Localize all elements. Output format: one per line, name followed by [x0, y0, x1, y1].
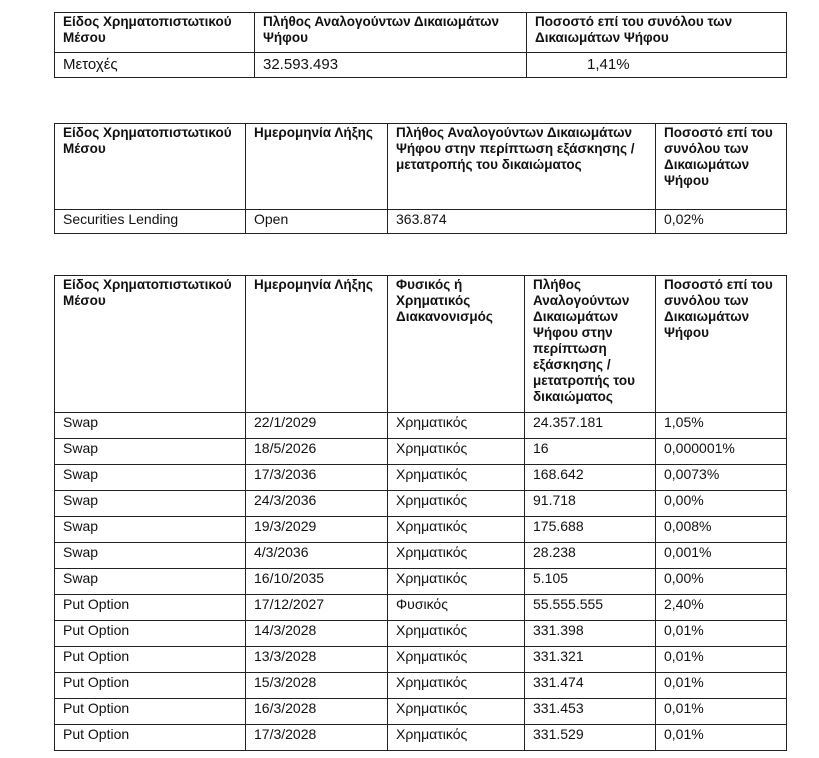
header-voting-rights-count: Πλήθος Αναλογούντων Δικαιωμάτων Ψήφου στην περίπτωση εξάσκησης / μετατροπής του δικαιώματος: [525, 276, 656, 413]
cell-voting-rights-percent: 0,00%: [656, 491, 787, 517]
header-expiry-date: Ημερομηνία Λήξης: [246, 124, 388, 210]
cell-voting-rights-percent: 1,05%: [656, 413, 787, 439]
cell-voting-rights-count: 55.555.555: [525, 595, 656, 621]
table-row: [55, 543, 787, 569]
table-row: [55, 465, 787, 491]
cell-voting-rights-percent: 0,01%: [656, 699, 787, 725]
securities-lending-table: [54, 123, 787, 234]
table-row: [55, 595, 787, 621]
table-row: [55, 673, 787, 699]
cell-settlement-type: Χρηματικός: [388, 647, 525, 673]
cell-voting-rights-percent: 0,0073%: [656, 465, 787, 491]
cell-expiry-date: 14/3/2028: [246, 621, 388, 647]
table-row: [55, 413, 787, 439]
cell-settlement-type: Χρηματικός: [388, 725, 525, 751]
cell-instrument-type: Swap: [55, 439, 246, 465]
cell-voting-rights-percent: 2,40%: [656, 595, 787, 621]
table-row: [55, 569, 787, 595]
cell-voting-rights-percent: 0,01%: [656, 673, 787, 699]
cell-instrument-type: Swap: [55, 543, 246, 569]
cell-settlement-type: Χρηματικός: [388, 699, 525, 725]
cell-expiry-date: 24/3/2036: [246, 491, 388, 517]
cell-expiry-date: 15/3/2028: [246, 673, 388, 699]
cell-voting-rights-percent: 0,008%: [656, 517, 787, 543]
cell-instrument-type: Put Option: [55, 699, 246, 725]
table-row: [55, 517, 787, 543]
header-voting-rights-count: Πλήθος Αναλογούντων Δικαιωμάτων Ψήφου στην περίπτωση εξάσκησης / μετατροπής του δικαιώματος: [388, 124, 656, 210]
cell-instrument-type: Swap: [55, 413, 246, 439]
table-row: [55, 491, 787, 517]
cell-instrument-type: Put Option: [55, 725, 246, 751]
derivatives-table: [54, 275, 787, 751]
cell-voting-rights-percent: 1,41%: [527, 53, 787, 78]
header-voting-rights-percent: Ποσοστό επί του συνόλου των Δικαιωμάτων Ψήφου: [656, 124, 787, 210]
header-voting-rights-percent: Ποσοστό επί του συνόλου των Δικαιωμάτων Ψήφου: [656, 276, 787, 413]
cell-voting-rights-count: 91.718: [525, 491, 656, 517]
table-row: [55, 725, 787, 751]
cell-settlement-type: Φυσικός: [388, 595, 525, 621]
header-voting-rights-count: Πλήθος Αναλογούντων Δικαιωμάτων Ψήφου: [255, 13, 527, 53]
table-row: [55, 439, 787, 465]
cell-instrument-type: Swap: [55, 465, 246, 491]
cell-voting-rights-percent: 0,00%: [656, 569, 787, 595]
cell-settlement-type: Χρηματικός: [388, 491, 525, 517]
cell-expiry-date: 4/3/2036: [246, 543, 388, 569]
cell-expiry-date: 13/3/2028: [246, 647, 388, 673]
cell-voting-rights-count: 331.529: [525, 725, 656, 751]
cell-voting-rights-percent: 0,000001%: [656, 439, 787, 465]
cell-voting-rights-count: 24.357.181: [525, 413, 656, 439]
cell-instrument-type: Put Option: [55, 673, 246, 699]
cell-instrument-type: Securities Lending: [55, 210, 246, 234]
cell-instrument-type: Swap: [55, 517, 246, 543]
cell-expiry-date: 16/3/2028: [246, 699, 388, 725]
table-row: [55, 647, 787, 673]
header-settlement-type: Φυσικός ή Χρηματικός Διακανονισμός: [388, 276, 525, 413]
cell-instrument-type: Swap: [55, 491, 246, 517]
cell-settlement-type: Χρηματικός: [388, 569, 525, 595]
cell-settlement-type: Χρηματικός: [388, 543, 525, 569]
derivatives-table-body: [55, 413, 787, 751]
cell-voting-rights-count: 5.105: [525, 569, 656, 595]
cell-instrument-type: Put Option: [55, 595, 246, 621]
cell-expiry-date: 16/10/2035: [246, 569, 388, 595]
cell-expiry-date: 19/3/2029: [246, 517, 388, 543]
cell-voting-rights-count: 363.874: [388, 210, 656, 234]
header-row: [55, 124, 787, 210]
shares-table: [54, 12, 787, 78]
cell-voting-rights-count: 28.238: [525, 543, 656, 569]
header-row: [55, 276, 787, 413]
cell-voting-rights-percent: 0,001%: [656, 543, 787, 569]
cell-instrument-type: Swap: [55, 569, 246, 595]
cell-voting-rights-percent: 0,02%: [656, 210, 787, 234]
cell-voting-rights-count: 16: [525, 439, 656, 465]
header-expiry-date: Ημερομηνία Λήξης: [246, 276, 388, 413]
cell-instrument-type: Μετοχές: [55, 53, 255, 78]
cell-voting-rights-count: 331.398: [525, 621, 656, 647]
cell-expiry-date: 22/1/2029: [246, 413, 388, 439]
cell-voting-rights-count: 32.593.493: [255, 53, 527, 78]
header-row: [55, 13, 787, 53]
cell-settlement-type: Χρηματικός: [388, 465, 525, 491]
cell-expiry-date: 18/5/2026: [246, 439, 388, 465]
table-row: [55, 53, 787, 78]
cell-expiry-date: 17/3/2028: [246, 725, 388, 751]
table-row: [55, 699, 787, 725]
cell-instrument-type: Put Option: [55, 647, 246, 673]
cell-settlement-type: Χρηματικός: [388, 439, 525, 465]
cell-settlement-type: Χρηματικός: [388, 673, 525, 699]
header-instrument-type: Είδος Χρηματοπιστωτικού Μέσου: [55, 13, 255, 53]
cell-voting-rights-count: 331.453: [525, 699, 656, 725]
cell-voting-rights-percent: 0,01%: [656, 725, 787, 751]
cell-expiry-date: Open: [246, 210, 388, 234]
cell-settlement-type: Χρηματικός: [388, 413, 525, 439]
cell-expiry-date: 17/12/2027: [246, 595, 388, 621]
cell-expiry-date: 17/3/2036: [246, 465, 388, 491]
header-voting-rights-percent: Ποσοστό επί του συνόλου των Δικαιωμάτων Ψήφου: [527, 13, 787, 53]
cell-voting-rights-count: 168.642: [525, 465, 656, 491]
cell-voting-rights-count: 331.474: [525, 673, 656, 699]
cell-settlement-type: Χρηματικός: [388, 517, 525, 543]
table-row: [55, 210, 787, 234]
header-instrument-type: Είδος Χρηματοπιστωτικού Μέσου: [55, 124, 246, 210]
cell-voting-rights-percent: 0,01%: [656, 647, 787, 673]
cell-voting-rights-percent: 0,01%: [656, 621, 787, 647]
header-instrument-type: Είδος Χρηματοπιστωτικού Μέσου: [55, 276, 246, 413]
cell-instrument-type: Put Option: [55, 621, 246, 647]
cell-voting-rights-count: 331.321: [525, 647, 656, 673]
cell-settlement-type: Χρηματικός: [388, 621, 525, 647]
cell-voting-rights-count: 175.688: [525, 517, 656, 543]
table-row: [55, 621, 787, 647]
